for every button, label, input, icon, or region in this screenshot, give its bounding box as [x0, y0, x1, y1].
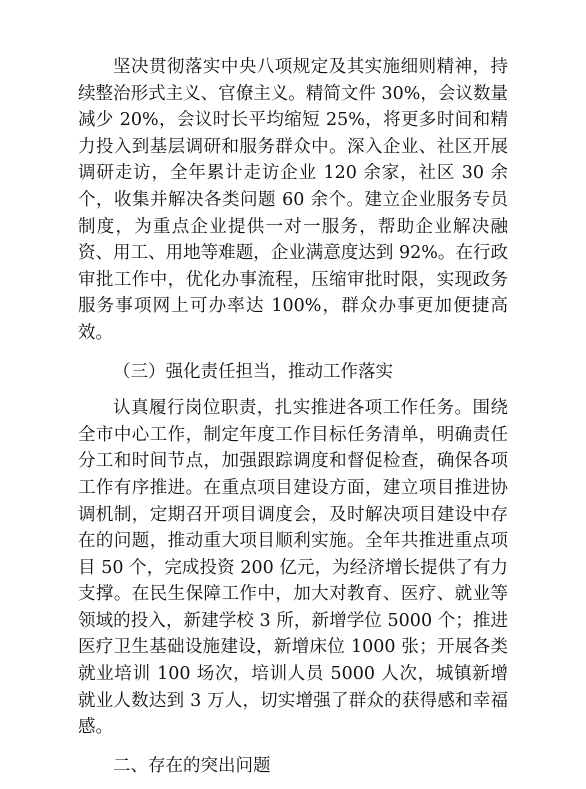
paragraph-work-implementation: 认真履行岗位职责，扎实推进各项工作任务。围绕全市中心工作，制定年度工作目标任务清单，明确责任分工和时间节点，加强跟踪调度和督促检查，确保各项工作有序推进。在重点项目建设方面，建立项目推进协调机制，定期召开项目调度会，及时解决项目建设中存在的问题，推动重大项目顺利实施。全年共推进重点项目 50 个，完成投资 200 亿元，为经济增长提供了有力支撑。在民生保障工作中，加大对教育、医疗、就业等领域的投入，新建学校 3 所，新增学位 5000 个；推进医疗卫生基础设施建设，新增床位 1000 张；开展各类就业培训 100 场次，培训人员 5000 人次，城镇新增就业人数达到 3 万人，切实增强了群众的获得感和幸福感。: [78, 398, 508, 738]
paragraph-style-rectification: 坚决贯彻落实中央八项规定及其实施细则精神，持续整治形式主义、官僚主义。精简文件 30%，会议数量减少 20%，会议时长平均缩短 25%，将更多时间和精力投入到基层调研和服务群众中。深入企业、社区开展调研走访，全年累计走访企业 120 余家，社区 30 余个，收集并解决各类问题 60 余个。建立企业服务专员制度，为重点企业提供一对一服务，帮助企业解决融资、用工、用地等难题，企业满意度达到 92%。在行政审批工作中，优化办事流程，压缩审批时限，实现政务服务事项网上可办率达 100%，群众办事更加便捷高效。: [78, 57, 508, 343]
document-body: [78, 54, 508, 789]
section-heading-problems: 二、存在的突出问题: [113, 755, 271, 776]
section-heading-responsibility: （三）强化责任担当，推动工作落实: [113, 361, 393, 382]
